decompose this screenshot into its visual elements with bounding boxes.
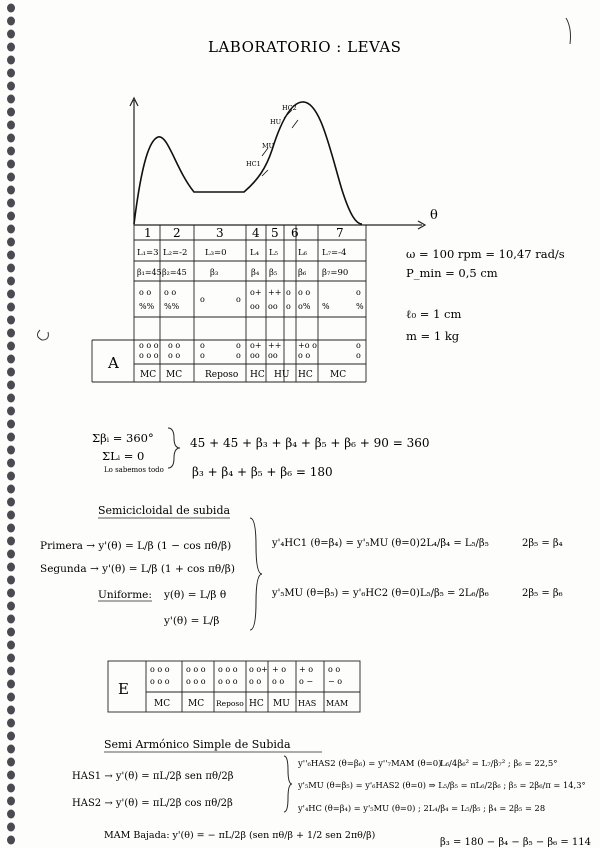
corner-mark [566,18,571,44]
svg-text:+o o: +o o [298,341,317,350]
svg-text:o o o: o o o [139,351,159,360]
svg-text:o: o [200,295,205,304]
page-title: LABORATORIO : LEVAS [208,38,402,56]
semicicloidal-segunda: Segunda → y'(θ) = L/β (1 + cos πθ/β) [40,563,235,575]
symbol-row [139,288,364,311]
sum-l: ΣLᵢ = 0 [102,449,145,463]
beta-cell-7: β₇=90 [322,268,349,278]
svg-text:o o o: o o o [150,665,170,674]
peak-label-mu: MU [262,142,275,150]
svg-text:+ o: + o [299,665,314,674]
box-a-type-6: HC [298,370,313,380]
svg-text:%%: %% [164,302,180,311]
beta-cell-3: β₃ [210,268,219,278]
svg-text:o+: o+ [250,288,262,297]
svg-text:o o: o o [298,351,311,360]
param-m: m = 1 kg [406,329,460,343]
svg-text:− o: − o [328,677,343,686]
svg-text:o o+: o o+ [249,665,268,674]
svg-text:o: o [236,295,241,304]
semicicloidal-primera: Primera → y'(θ) = L/β (1 − cos πθ/β) [40,540,232,552]
armonico-heading: Semi Armónico Simple de Subida [104,738,291,751]
table-rules [92,240,366,382]
param-pmin: P_min = 0,5 cm [406,266,498,280]
svg-text:%: % [322,302,330,311]
box-e-type-4: HC [249,699,264,709]
svg-text:o: o [356,341,361,350]
svg-text:o −: o − [299,677,314,686]
relation-1a: y'₄HC1 (θ=β₄) = y'₅MU (θ=0) [272,538,420,549]
svg-text:o o o: o o o [186,665,206,674]
svg-text:o: o [236,351,241,360]
box-e [108,661,360,712]
param-omega: ω = 100 rpm = 10,47 rad/s [406,247,565,261]
svg-text:o o: o o [328,665,341,674]
svg-text:++: ++ [268,288,282,297]
svg-text:o: o [286,288,291,297]
box-a-type-5: HU [274,370,290,380]
box-e-type-5: MU [273,699,290,709]
svg-text:o: o [356,288,361,297]
l-cell-5: L₅ [269,248,279,258]
uniforme-eq1: y(θ) = L/β θ [164,589,227,601]
semicicloidal-heading: Semicicloidal de subida [98,504,231,517]
armonico-relation-1: y''₆HAS2 (θ=β₆) = y''₇MAM (θ=0) [298,759,442,769]
svg-text:oo: oo [268,351,278,360]
sum-note: Lo sabemos todo [104,466,164,474]
l-cell-3: L₃=0 [205,248,227,258]
beta3-result: β₃ = 180 − β₄ − β₅ − β₆ = 114 [440,837,592,848]
l-cell-2: L₂=-2 [163,248,188,258]
hole-mark [37,330,48,340]
box-a-type-2: MC [166,370,183,380]
box-a-type-3: Reposo [205,370,239,380]
svg-text:o o: o o [249,677,262,686]
sums-block [92,428,430,479]
box-e-type-6: HAS [298,699,317,708]
l-cell-1: L₁=3 [137,248,159,258]
svg-text:o o o: o o o [218,665,238,674]
relation-1b: 2L₄/β₄ = L₅/β₅ [420,538,489,549]
brace-icon [250,518,262,630]
svg-text:o: o [200,351,205,360]
armonico-block [72,738,591,848]
uniforme-label: Uniforme: [98,589,152,601]
has2-eq: HAS2 → y'(θ) = πL/2β cos πθ/2β [72,798,233,809]
box-a-label: A [108,354,119,372]
has1-eq: HAS1 → y'(θ) = πL/2β sen πθ/2β [72,771,234,782]
sum-eq2: β₃ + β₄ + β₅ + β₆ = 180 [192,465,333,479]
beta-cell-4: β₄ [251,268,260,278]
beta-cell-5: β₅ [269,268,278,278]
svg-text:o: o [236,341,241,350]
svg-text:o+: o+ [250,341,262,350]
svg-text:o o: o o [164,288,177,297]
brace-icon [168,428,180,468]
svg-text:oo: oo [250,302,260,311]
box-e-type-7: MAM [326,699,349,708]
mam-eq: MAM Bajada: y'(θ) = − πL/2β (sen πθ/β + 1/2 sen 2πθ/β) [104,830,376,841]
segment-number-5: 5 [271,226,279,240]
svg-text:o o o: o o o [150,677,170,686]
uniforme-eq2: y'(θ) = L/β [164,615,220,627]
l-cell-6: L₆ [298,248,308,258]
box-e-label: E [118,680,129,698]
svg-text:o o: o o [298,288,311,297]
segment-number-6: 6 [291,226,299,240]
peak-label-hc1: HC1 [246,160,261,168]
peak-label-hc2: HC2 [282,104,297,112]
svg-text:%%: %% [139,302,155,311]
segment-number-4: 4 [252,226,260,240]
box-a-symbols [139,341,361,360]
armonico-relation-2: y'₅MU (θ=β₅) = y'₆HAS2 (θ=0) ⇒ L₅/β₅ = πL₆/2β₆ ; β₅ = 2β₆/π = 14,3° [298,780,586,790]
svg-text:o o: o o [168,341,181,350]
svg-text:++: ++ [268,341,282,350]
brace-icon [284,756,292,812]
relation-2a: y'₅MU (θ=β₅) = y'₆HC2 (θ=0) [272,588,420,599]
cam-displacement-graph [92,98,438,382]
peak-label-hu: HU [270,118,282,126]
beta-cell-6: β₆ [298,268,307,278]
segment-number-2: 2 [173,226,181,240]
svg-text:o%: o% [298,302,311,311]
svg-text:o: o [200,341,205,350]
svg-text:o o o: o o o [218,677,238,686]
svg-text:o o o: o o o [139,341,159,350]
armonico-relation-3: y'₄HC (θ=β₄) = y'₅MU (θ=0) ; 2L₄/β₄ = L₅/β₅ ; β₄ = 2β₅ = 28 [298,803,546,813]
svg-text:%: % [356,302,364,311]
segment-number-7: 7 [336,226,344,240]
svg-text:o o: o o [139,288,152,297]
relation-2c: 2β₅ = β₆ [522,588,563,599]
svg-text:o o: o o [168,351,181,360]
svg-text:+ o: + o [272,665,287,674]
theta-axis-label: θ [430,208,438,223]
armonico-relation-1b: L₆/4β₆² = L₇/β₇² ; β₆ = 22,5° [440,759,558,769]
segment-number-1: 1 [144,226,152,240]
svg-text:o o: o o [272,677,285,686]
l-cell-7: L₇=-4 [322,248,347,258]
box-a-type-1: MC [140,370,157,380]
beta-cell-2: β₂=45 [162,268,187,277]
beta-cell-1: β₁=45 [137,268,162,277]
param-lo: ℓ₀ = 1 cm [406,307,462,321]
svg-text:o o o: o o o [186,677,206,686]
relation-1c: 2β₅ = β₄ [522,538,563,549]
box-e-type-1: MC [154,699,171,709]
sum-beta: Σβᵢ = 360° [92,431,154,445]
parameters [406,247,565,343]
box-e-type-3: Reposo [216,699,244,708]
relation-2b: L₅/β₅ = 2L₆/β₆ [420,588,489,599]
segment-number-3: 3 [216,226,224,240]
box-a-type-7: MC [330,370,347,380]
svg-text:oo: oo [268,302,278,311]
sum-eq1: 45 + 45 + β₃ + β₄ + β₅ + β₆ + 90 = 360 [190,436,430,450]
svg-text:oo: oo [250,351,260,360]
box-e-type-2: MC [188,699,205,709]
semicicloidal-block [40,504,563,630]
l-cell-4: L₄ [250,248,260,258]
svg-text:o: o [356,351,361,360]
svg-text:o: o [286,302,291,311]
box-a-type-4: HC [250,370,265,380]
